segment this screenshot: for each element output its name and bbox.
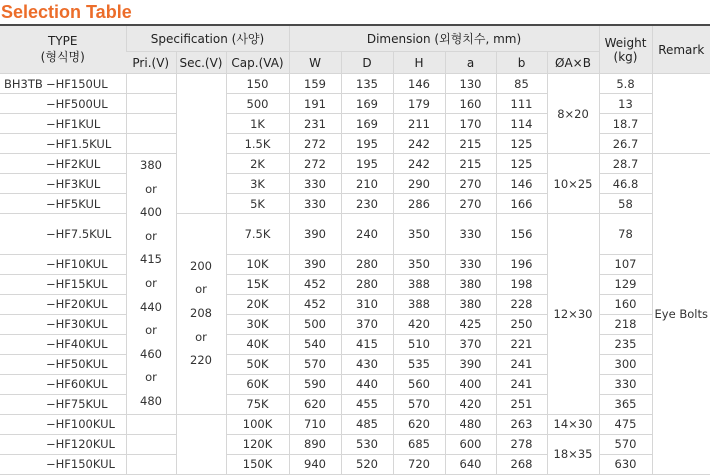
cap-cell: 15K: [226, 274, 289, 294]
w-cell: 590: [289, 374, 341, 394]
table-row: [0, 394, 710, 414]
b-cell: 166: [496, 194, 547, 214]
a-cell: 380: [445, 274, 496, 294]
model-cell: [0, 214, 126, 255]
series-prefix: BH3TB: [4, 76, 43, 91]
header-type-kr-label: (형식명): [40, 50, 85, 64]
model-name: −HF10KUL: [46, 257, 108, 272]
h-cell: 146: [393, 74, 445, 94]
model-name: −HF150UL: [46, 76, 108, 91]
model-name: −HF150KUL: [46, 457, 115, 472]
a-cell: 370: [445, 334, 496, 354]
sec-value: 208: [190, 305, 212, 320]
weight-cell: 300: [599, 354, 652, 374]
h-cell: 720: [393, 454, 445, 474]
pri-value: 380: [140, 158, 162, 172]
a-cell: 480: [445, 414, 496, 434]
table-row: [0, 174, 710, 194]
model-cell: [0, 434, 126, 454]
d-cell: 195: [341, 134, 393, 154]
weight-cell: 475: [599, 414, 652, 434]
a-cell: 640: [445, 454, 496, 474]
weight-cell: 365: [599, 394, 652, 414]
h-cell: 242: [393, 154, 445, 174]
pri-cell: [126, 134, 176, 154]
model-cell: [0, 354, 126, 374]
b-cell: 251: [496, 394, 547, 414]
cap-cell: 2K: [226, 154, 289, 174]
b-cell: 156: [496, 214, 547, 255]
header-h: H: [393, 52, 445, 74]
model-name: −HF60KUL: [46, 377, 108, 392]
b-cell: 268: [496, 454, 547, 474]
bolt-cell: 18×35: [547, 434, 599, 474]
h-cell: 211: [393, 114, 445, 134]
pri-cell: [126, 94, 176, 114]
h-cell: 535: [393, 354, 445, 374]
pri-cell: [126, 154, 176, 415]
b-cell: 221: [496, 334, 547, 354]
cap-cell: 75K: [226, 394, 289, 414]
pri-cell: [126, 414, 176, 434]
header-w: W: [289, 52, 341, 74]
a-cell: 330: [445, 214, 496, 255]
pri-cell: [126, 434, 176, 454]
table-row: [0, 294, 710, 314]
pri-value: or: [145, 323, 157, 338]
w-cell: 159: [289, 74, 341, 94]
h-cell: 685: [393, 434, 445, 454]
header-cap: Cap.(VA): [226, 52, 289, 74]
selection-table: [0, 26, 710, 475]
cap-cell: 1.5K: [226, 134, 289, 154]
sec-value: 200: [190, 258, 212, 273]
model-cell: [0, 254, 126, 274]
b-cell: 125: [496, 154, 547, 174]
pri-value: or: [145, 275, 157, 290]
d-cell: 310: [341, 294, 393, 314]
table-row: [0, 354, 710, 374]
model-cell: [0, 114, 126, 134]
h-cell: 242: [393, 134, 445, 154]
pri-value: or: [145, 370, 157, 385]
h-cell: 388: [393, 294, 445, 314]
a-cell: 390: [445, 354, 496, 374]
a-cell: 170: [445, 114, 496, 134]
model-cell: [0, 74, 126, 94]
weight-cell: 218: [599, 314, 652, 334]
page-title: Selection Table: [1, 2, 132, 22]
w-cell: 570: [289, 354, 341, 374]
table-row: [0, 454, 710, 474]
cap-cell: 7.5K: [226, 214, 289, 255]
weight-cell: 235: [599, 334, 652, 354]
pri-cell: [126, 74, 176, 94]
w-cell: 330: [289, 194, 341, 214]
d-cell: 415: [341, 334, 393, 354]
d-cell: 169: [341, 114, 393, 134]
h-cell: 620: [393, 414, 445, 434]
model-name: −HF1KUL: [46, 116, 101, 131]
d-cell: 485: [341, 414, 393, 434]
a-cell: 160: [445, 94, 496, 114]
table-row: [0, 114, 710, 134]
d-cell: 240: [341, 214, 393, 255]
weight-cell: 26.7: [599, 134, 652, 154]
weight-cell: 28.7: [599, 154, 652, 174]
h-cell: 560: [393, 374, 445, 394]
a-cell: 270: [445, 174, 496, 194]
weight-cell: 5.8: [599, 74, 652, 94]
header-remark: Remark: [652, 26, 710, 74]
model-cell: [0, 274, 126, 294]
header-weight-label: Weight: [604, 35, 647, 50]
b-cell: 111: [496, 94, 547, 114]
d-cell: 230: [341, 194, 393, 214]
cap-cell: 30K: [226, 314, 289, 334]
a-cell: 130: [445, 74, 496, 94]
weight-cell: 107: [599, 254, 652, 274]
cap-cell: 150K: [226, 454, 289, 474]
cap-cell: 500: [226, 94, 289, 114]
weight-cell: 13: [599, 94, 652, 114]
bolt-cell: 14×30: [547, 414, 599, 434]
h-cell: 350: [393, 214, 445, 255]
remark-cell: Eye Bolts: [652, 154, 710, 475]
model-cell: [0, 94, 126, 114]
b-cell: 146: [496, 174, 547, 194]
h-cell: 388: [393, 274, 445, 294]
a-cell: 215: [445, 134, 496, 154]
a-cell: 400: [445, 374, 496, 394]
b-cell: 241: [496, 354, 547, 374]
w-cell: 540: [289, 334, 341, 354]
sec-cell: [176, 414, 226, 474]
model-name: −HF7.5KUL: [46, 226, 112, 241]
model-cell: [0, 454, 126, 474]
model-cell: [0, 334, 126, 354]
model-name: −HF50KUL: [46, 357, 108, 372]
w-cell: 500: [289, 314, 341, 334]
table-row: [0, 274, 710, 294]
header-type: [0, 26, 126, 74]
pri-value: or: [145, 181, 157, 196]
h-cell: 420: [393, 314, 445, 334]
cap-cell: 1K: [226, 114, 289, 134]
d-cell: 280: [341, 254, 393, 274]
w-cell: 890: [289, 434, 341, 454]
a-cell: 380: [445, 294, 496, 314]
bolt-cell: 8×20: [547, 74, 599, 154]
weight-cell: 129: [599, 274, 652, 294]
h-cell: 350: [393, 254, 445, 274]
sec-value: or: [195, 329, 207, 344]
pri-value: 415: [140, 252, 162, 267]
b-cell: 263: [496, 414, 547, 434]
w-cell: 452: [289, 274, 341, 294]
weight-cell: 78: [599, 214, 652, 255]
w-cell: 390: [289, 214, 341, 255]
weight-cell: 46.8: [599, 174, 652, 194]
sec-value: 220: [190, 353, 212, 368]
table-row: [0, 434, 710, 454]
table-row: [0, 414, 710, 434]
weight-cell: 630: [599, 454, 652, 474]
cap-cell: 60K: [226, 374, 289, 394]
cap-cell: 20K: [226, 294, 289, 314]
d-cell: 370: [341, 314, 393, 334]
sec-cell: [176, 74, 226, 214]
model-cell: [0, 174, 126, 194]
cap-cell: 40K: [226, 334, 289, 354]
a-cell: 600: [445, 434, 496, 454]
model-name: −HF2KUL: [46, 156, 101, 171]
h-cell: 286: [393, 194, 445, 214]
table-row: [0, 74, 710, 94]
pri-value: 460: [140, 346, 162, 361]
model-cell: [0, 394, 126, 414]
a-cell: 270: [445, 194, 496, 214]
cap-cell: 150: [226, 74, 289, 94]
model-name: −HF5KUL: [46, 196, 101, 211]
weight-cell: 18.7: [599, 114, 652, 134]
table-row: [0, 134, 710, 154]
table-row: [0, 154, 710, 174]
table-row: [0, 254, 710, 274]
pri-cell: [126, 454, 176, 474]
b-cell: 250: [496, 314, 547, 334]
bolt-cell: 12×30: [547, 214, 599, 415]
w-cell: 940: [289, 454, 341, 474]
w-cell: 620: [289, 394, 341, 414]
d-cell: 210: [341, 174, 393, 194]
b-cell: 114: [496, 114, 547, 134]
bolt-cell: 10×25: [547, 154, 599, 214]
h-cell: 179: [393, 94, 445, 114]
a-cell: 215: [445, 154, 496, 174]
model-name: −HF500UL: [46, 96, 108, 111]
model-name: −HF120KUL: [46, 437, 115, 452]
model-name: −HF3KUL: [46, 176, 101, 191]
table-body: [0, 74, 710, 475]
model-name: −HF40KUL: [46, 337, 108, 352]
header-a: a: [445, 52, 496, 74]
sec-cell: [176, 214, 226, 415]
cap-cell: 120K: [226, 434, 289, 454]
pri-cell: [126, 114, 176, 134]
h-cell: 510: [393, 334, 445, 354]
pri-value: 480: [140, 393, 162, 408]
d-cell: 430: [341, 354, 393, 374]
model-cell: [0, 314, 126, 334]
weight-cell: 570: [599, 434, 652, 454]
weight-cell: 330: [599, 374, 652, 394]
model-cell: [0, 294, 126, 314]
header-weight-unit: (kg): [613, 49, 638, 64]
model-cell: [0, 134, 126, 154]
b-cell: 196: [496, 254, 547, 274]
header-pri: Pri.(V): [126, 52, 176, 74]
model-cell: [0, 154, 126, 174]
cap-cell: 100K: [226, 414, 289, 434]
d-cell: 530: [341, 434, 393, 454]
w-cell: 330: [289, 174, 341, 194]
cap-cell: 10K: [226, 254, 289, 274]
remark-cell: [652, 74, 710, 154]
table-row: [0, 194, 710, 214]
w-cell: 272: [289, 134, 341, 154]
d-cell: 455: [341, 394, 393, 414]
cap-cell: 50K: [226, 354, 289, 374]
d-cell: 520: [341, 454, 393, 474]
w-cell: 191: [289, 94, 341, 114]
header-dimension: Dimension (외형치수, mm): [289, 26, 599, 52]
w-cell: 231: [289, 114, 341, 134]
d-cell: 135: [341, 74, 393, 94]
header-weight: [599, 26, 652, 74]
b-cell: 241: [496, 374, 547, 394]
d-cell: 280: [341, 274, 393, 294]
weight-cell: 160: [599, 294, 652, 314]
h-cell: 290: [393, 174, 445, 194]
d-cell: 195: [341, 154, 393, 174]
model-name: −HF20KUL: [46, 297, 108, 312]
cap-cell: 5K: [226, 194, 289, 214]
a-cell: 425: [445, 314, 496, 334]
header-type-label: TYPE: [48, 34, 78, 48]
model-name: −HF15KUL: [46, 277, 108, 292]
b-cell: 85: [496, 74, 547, 94]
table-row: [0, 314, 710, 334]
a-cell: 330: [445, 254, 496, 274]
table-row: [0, 374, 710, 394]
w-cell: 710: [289, 414, 341, 434]
w-cell: 452: [289, 294, 341, 314]
model-cell: [0, 414, 126, 434]
model-cell: [0, 374, 126, 394]
b-cell: 228: [496, 294, 547, 314]
header-bolt: ØA×B: [547, 52, 599, 74]
table-row: [0, 94, 710, 114]
d-cell: 169: [341, 94, 393, 114]
b-cell: 198: [496, 274, 547, 294]
model-name: −HF100KUL: [46, 417, 115, 432]
a-cell: 420: [445, 394, 496, 414]
w-cell: 390: [289, 254, 341, 274]
header-sec: Sec.(V): [176, 52, 226, 74]
header-d: D: [341, 52, 393, 74]
pri-value: or: [145, 228, 157, 243]
header-b: b: [496, 52, 547, 74]
sec-value: or: [195, 282, 207, 297]
d-cell: 440: [341, 374, 393, 394]
b-cell: 125: [496, 134, 547, 154]
cap-cell: 3K: [226, 174, 289, 194]
model-cell: [0, 194, 126, 214]
model-name: −HF75KUL: [46, 397, 108, 412]
h-cell: 570: [393, 394, 445, 414]
header-specification: Specification (사양): [126, 26, 289, 52]
pri-value: 400: [140, 205, 162, 220]
model-name: −HF30KUL: [46, 317, 108, 332]
table-row: [0, 334, 710, 354]
w-cell: 272: [289, 154, 341, 174]
b-cell: 278: [496, 434, 547, 454]
pri-value: 440: [140, 299, 162, 314]
table-row: [0, 214, 710, 255]
model-name: −HF1.5KUL: [46, 136, 112, 151]
weight-cell: 58: [599, 194, 652, 214]
